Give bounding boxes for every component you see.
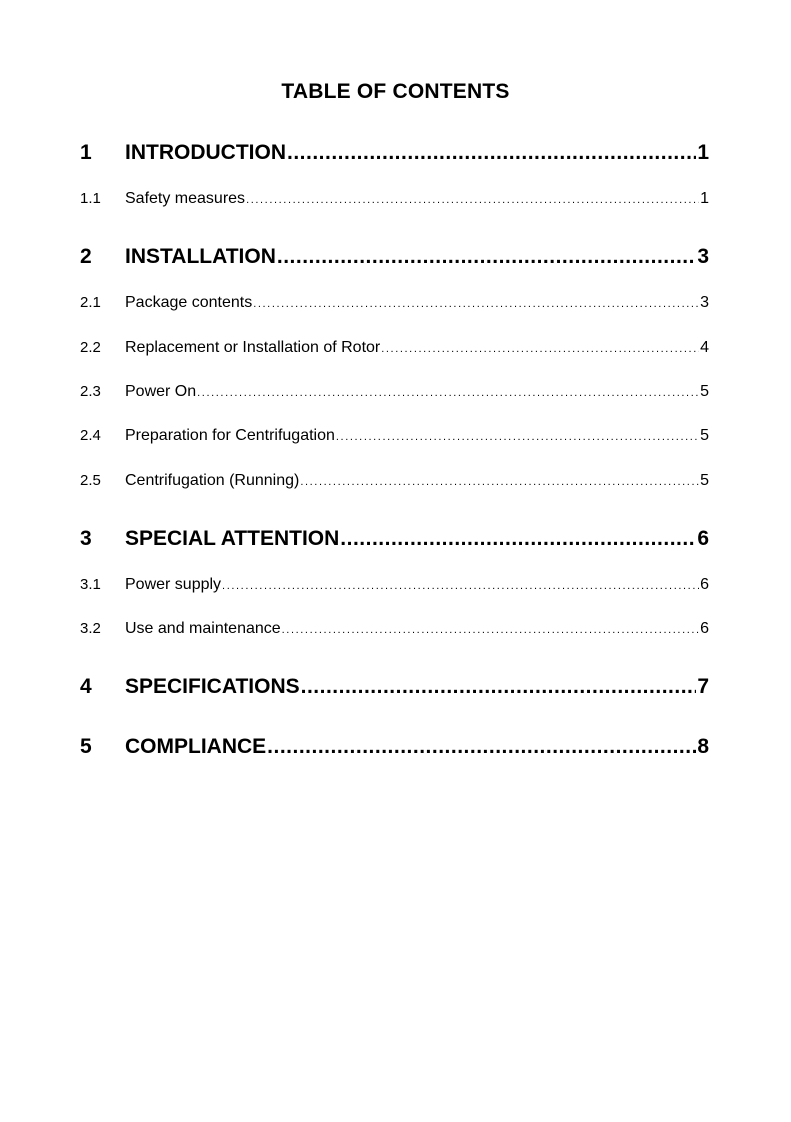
toc-entry-label: Power On bbox=[125, 383, 197, 400]
toc-entry-number: 2.4 bbox=[80, 427, 101, 444]
dot-leader bbox=[222, 576, 699, 594]
toc-entry-replacement-rotor[interactable] bbox=[80, 339, 709, 357]
dot-leader bbox=[300, 472, 699, 490]
toc-entry-power-on[interactable] bbox=[80, 383, 709, 401]
toc-entry-page: 1 bbox=[697, 141, 709, 164]
toc-entry-number: 2.1 bbox=[80, 294, 101, 311]
dot-leader bbox=[381, 339, 699, 357]
toc-entry-label: Use and maintenance bbox=[125, 620, 281, 637]
toc-entry-label: SPECIFICATIONS bbox=[125, 675, 300, 698]
toc-entry-centrifugation-running[interactable] bbox=[80, 472, 709, 490]
dot-leader bbox=[301, 675, 697, 699]
toc-entry-number: 3.2 bbox=[80, 620, 101, 637]
toc-entry-page: 3 bbox=[697, 245, 709, 268]
toc-entry-page: 5 bbox=[700, 472, 709, 489]
toc-entry-preparation-centrifugation[interactable] bbox=[80, 427, 709, 445]
toc-entry-power-supply[interactable] bbox=[80, 576, 709, 594]
dot-leader bbox=[277, 245, 696, 269]
toc-entry-page: 5 bbox=[700, 383, 709, 400]
toc-entry-label: Package contents bbox=[125, 294, 253, 311]
dot-leader bbox=[336, 427, 699, 445]
toc-entry-label: SPECIAL ATTENTION bbox=[125, 527, 340, 550]
toc-entry-installation[interactable] bbox=[80, 245, 709, 269]
dot-leader bbox=[287, 141, 696, 165]
toc-entry-number: 1.1 bbox=[80, 190, 101, 207]
toc-entry-label: Replacement or Installation of Rotor bbox=[125, 339, 381, 356]
dot-leader bbox=[197, 383, 699, 401]
toc-entry-number: 5 bbox=[80, 735, 92, 758]
dot-leader bbox=[253, 294, 699, 312]
toc-entry-label: INTRODUCTION bbox=[125, 141, 286, 164]
toc-entry-number: 1 bbox=[80, 141, 92, 164]
toc-entry-package-contents[interactable] bbox=[80, 294, 709, 312]
toc-entry-number: 2 bbox=[80, 245, 92, 268]
toc-entry-number: 3 bbox=[80, 527, 92, 550]
toc-entry-specifications[interactable] bbox=[80, 675, 709, 699]
dot-leader bbox=[246, 190, 699, 208]
toc-entry-page: 5 bbox=[700, 427, 709, 444]
toc-title: TABLE OF CONTENTS bbox=[281, 80, 510, 103]
toc-entry-page: 8 bbox=[697, 735, 709, 758]
toc-entry-special-attention[interactable] bbox=[80, 527, 709, 551]
dot-leader bbox=[267, 735, 696, 759]
toc-entry-label: COMPLIANCE bbox=[125, 735, 267, 758]
toc-entry-number: 4 bbox=[80, 675, 92, 698]
toc-entry-number: 2.5 bbox=[80, 472, 101, 489]
toc-entry-label: Power supply bbox=[125, 576, 222, 593]
toc-entry-page: 1 bbox=[700, 190, 709, 207]
toc-entry-number: 2.2 bbox=[80, 339, 101, 356]
toc-entry-compliance[interactable] bbox=[80, 735, 709, 759]
toc-entry-label: INSTALLATION bbox=[125, 245, 276, 268]
toc-entry-label: Centrifugation (Running) bbox=[125, 472, 300, 489]
toc-entry-use-maintenance[interactable] bbox=[80, 620, 709, 638]
toc-entry-label: Preparation for Centrifugation bbox=[125, 427, 335, 444]
toc-entry-introduction[interactable] bbox=[80, 141, 709, 165]
toc-entry-page: 6 bbox=[700, 576, 709, 593]
toc-entry-page: 3 bbox=[700, 294, 709, 311]
toc-entry-page: 6 bbox=[697, 527, 709, 550]
toc-entry-number: 3.1 bbox=[80, 576, 101, 593]
dot-leader bbox=[340, 527, 696, 551]
toc-entry-page: 7 bbox=[697, 675, 709, 698]
dot-leader bbox=[282, 620, 699, 638]
toc-entry-number: 2.3 bbox=[80, 383, 101, 400]
toc-entry-label: Safety measures bbox=[125, 190, 246, 207]
toc-entry-page: 4 bbox=[700, 339, 709, 356]
toc-entry-page: 6 bbox=[700, 620, 709, 637]
toc-entry-safety-measures[interactable] bbox=[80, 190, 709, 208]
